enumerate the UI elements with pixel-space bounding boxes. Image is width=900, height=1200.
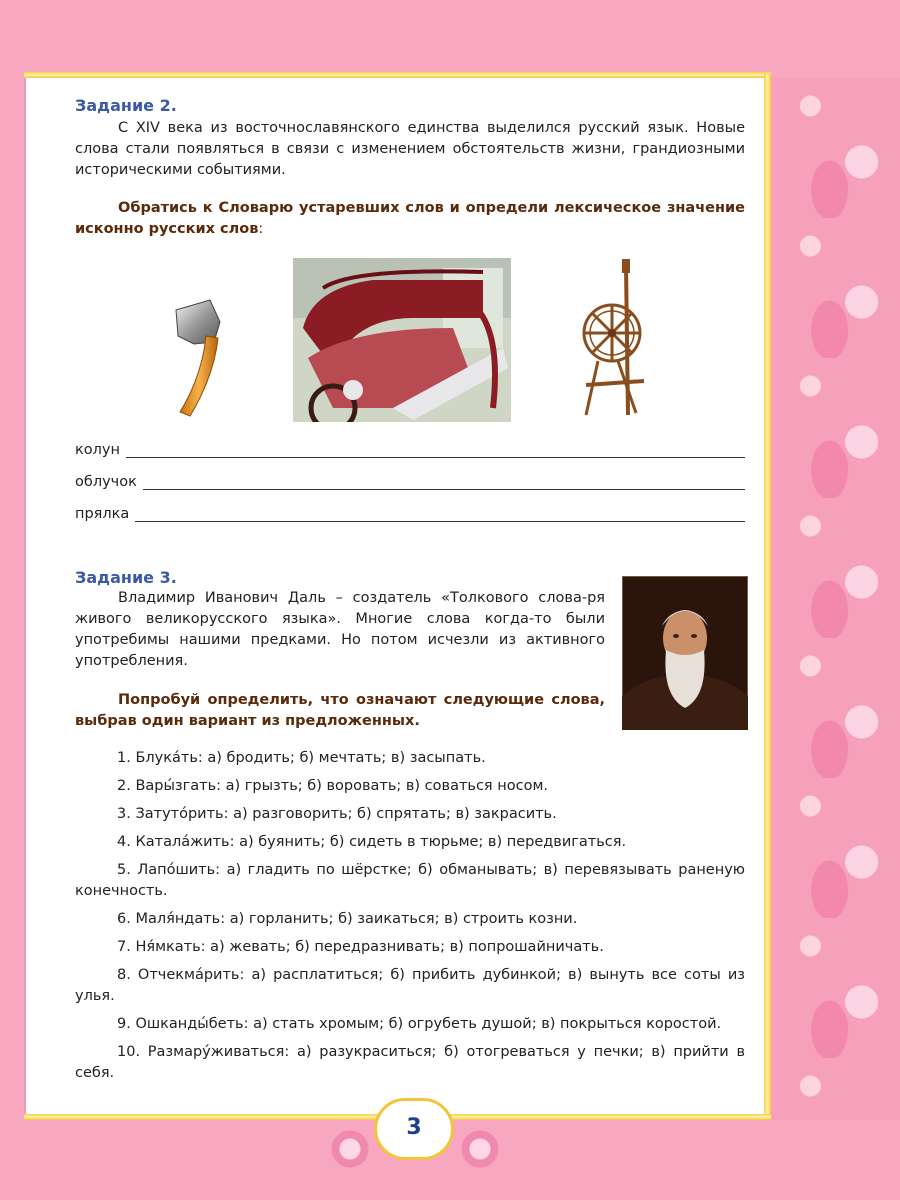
task2-instruction-text: Обратись к Словарю устаревших слов и определи лексическое значение исконно русских слов: [75, 200, 745, 237]
gold-frame-right: [764, 74, 771, 1120]
gold-frame-top: [24, 72, 771, 78]
ornament-swirl-left: [320, 1126, 380, 1172]
spinning-wheel-image: [578, 255, 652, 422]
answer-line-pryalka: [75, 500, 745, 522]
question-item-8: 8. Отчекма́рить: а) расплатиться; б) прибить дубинкой; в) вынуть все соты из улья.: [75, 967, 745, 1004]
question-item-1: 1. Блука́ть: а) бродить; б) мечтать; в) засыпать.: [117, 750, 486, 766]
answer-field-oblučok[interactable]: [143, 475, 745, 490]
carriage-seat-image: [293, 258, 511, 422]
right-ornament-border: [772, 78, 900, 1200]
question-item-4: 4. Катала́жить: а) буянить; б) сидеть в тюрьме; в) передвигаться.: [117, 834, 627, 850]
question-item-7: 7. Ня́мкать: а) жевать; б) передразнивать; в) попрошайничать.: [117, 939, 604, 955]
axe-image: [170, 296, 234, 422]
answer-line-oblučok: [75, 468, 745, 490]
ornament-swirl-right: [450, 1126, 510, 1172]
question-item-2: 2. Вары́згать: а) грызть; б) воровать; в) соваться носом.: [117, 778, 548, 794]
dahl-portrait-image: [622, 576, 748, 730]
task2-instruction: [75, 198, 745, 240]
question-item-10: 10. Размару́живаться: а) разукраситься; б) отогреваться у печки; в) прийти в себя.: [75, 1044, 745, 1081]
answer-field-kolun[interactable]: [126, 443, 745, 458]
word-kolun: колун: [75, 442, 120, 458]
task3-intro: Владимир Иванович Даль – создатель «Толкового слова-ря живого великорусского языка». Многие слова когда-то были употребимы нашими предками. Но потом исчезли из активного употребления.: [75, 590, 605, 669]
top-decorative-band: [0, 0, 900, 78]
task2-intro: С XIV века из восточнославянского единства выделился русский язык. Новые слова стали появляться в связи с изменением обстоятельств жизни, грандиозными историческими событиями.: [75, 120, 745, 178]
answer-field-pryalka[interactable]: [135, 507, 745, 522]
answer-line-kolun: [75, 436, 745, 458]
question-item-6: 6. Маля́ндать: а) горланить; б) заикаться; в) строить козни.: [117, 911, 578, 927]
task2-title: Задание 2.: [75, 96, 177, 115]
page-number: 3: [374, 1098, 454, 1160]
word-pryalka: прялка: [75, 506, 130, 522]
word-oblučok: облучок: [75, 474, 137, 490]
question-item-3: 3. Затуто́рить: а) разговорить; б) спрятать; в) закрасить.: [117, 806, 557, 822]
question-item-9: 9. Ошканды́бeть: а) стать хромым; б) огрубеть душой; в) покрыться коростой.: [117, 1016, 722, 1032]
task3-title: Задание 3.: [75, 568, 177, 587]
task3-instruction: Попробуй определить, что означают следующие слова, выбрав один вариант из предложенных.: [75, 692, 605, 729]
task2-instruction-colon: :: [258, 221, 264, 237]
question-item-5: 5. Лапо́шить: а) гладить по шёрстке; б) обманывать; в) перевязывать раненую конечность.: [75, 862, 745, 899]
